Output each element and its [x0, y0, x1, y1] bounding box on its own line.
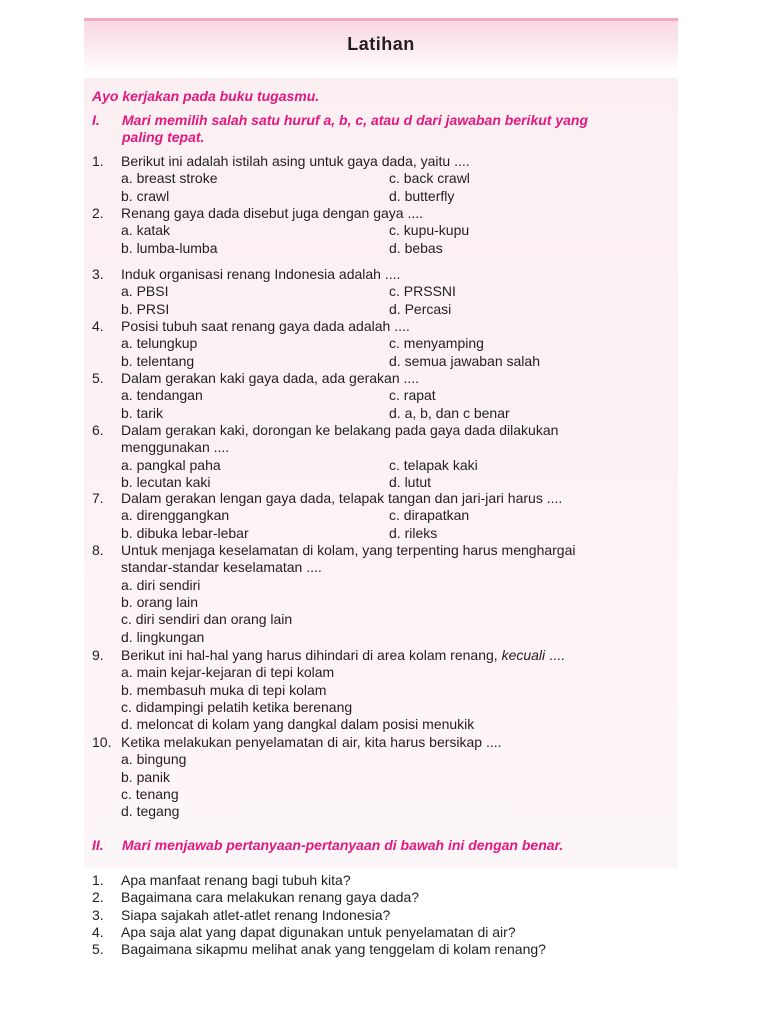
question-text: Dalam gerakan lengan gaya dada, telapak tangan dan jari-jari harus .... [121, 490, 563, 506]
question-text: Ketika melakukan penyelamatan di air, kita harus bersikap .... [121, 734, 502, 750]
banner-top-line [84, 18, 678, 21]
essay-question: Siapa sajakah atlet-atlet renang Indonesia? [121, 906, 391, 923]
option-c: c. kupu-kupu [389, 222, 470, 239]
question-text: Induk organisasi renang Indonesia adalah .... [121, 266, 401, 282]
option-c: c. tenang [121, 785, 179, 802]
essay-question: Apa saja alat yang dapat digunakan untuk penyelamatan di air? [121, 923, 516, 940]
option-d: d. Percasi [389, 300, 452, 317]
question-number: 6. [92, 422, 104, 438]
essay-number: 3. [92, 906, 104, 923]
question-text: Untuk menjaga keselamatan di kolam, yang terpenting harus menghargai [121, 542, 576, 558]
question-number: 2. [92, 205, 104, 221]
option-a: a. breast stroke [121, 170, 218, 187]
option-c: c. menyamping [389, 335, 484, 352]
option-d: d. lingkungan [121, 628, 205, 645]
option-b: b. crawl [121, 187, 170, 204]
option-d: d. a, b, dan c benar [389, 404, 510, 421]
option-a: a. tendangan [121, 387, 203, 404]
section-2-text: Mari menjawab pertanyaan-pertanyaan di bawah ini dengan benar. [122, 837, 564, 853]
option-b: b. PRSI [121, 300, 170, 317]
question-text: Posisi tubuh saat renang gaya dada adalah .... [121, 318, 410, 334]
section-1-line-1: Mari memilih salah satu huruf a, b, c, atau d dari jawaban berikut yang [122, 112, 589, 128]
option-c: c. back crawl [389, 170, 470, 187]
worksheet-page [84, 18, 678, 1018]
option-a: a. katak [121, 222, 171, 239]
option-a: a. bingung [121, 751, 187, 768]
option-c: c. dirapatkan [389, 507, 470, 524]
option-b: b. lumba-lumba [121, 239, 218, 256]
question-number: 4. [92, 318, 104, 334]
section-1-numeral: I. [92, 112, 100, 128]
section-1-line-2: paling tepat. [122, 129, 205, 145]
option-a: a. telungkup [121, 335, 198, 352]
italic-keyword: kecuali [501, 647, 546, 663]
option-c: c. diri sendiri dan orang lain [121, 611, 293, 628]
question-number: 3. [92, 266, 104, 282]
question-number: 8. [92, 542, 104, 558]
option-a: a. direnggangkan [121, 507, 230, 524]
essay-question: Apa manfaat renang bagi tubuh kita? [121, 872, 351, 888]
option-b: b. panik [121, 768, 171, 785]
essay-number: 1. [92, 872, 104, 888]
option-d: d. lutut [389, 473, 432, 490]
essay-number: 2. [92, 889, 104, 906]
question-number: 10. [92, 734, 112, 750]
option-d: d. meloncat di kolam yang dangkal dalam posisi menukik [121, 716, 475, 733]
option-d: d. rileks [389, 524, 438, 541]
question-text-cont: standar-standar keselamatan .... [121, 559, 322, 576]
option-c: c. didampingi pelatih ketika berenang [121, 698, 353, 715]
option-a: a. pangkal paha [121, 456, 221, 473]
option-b: b. tarik [121, 404, 164, 421]
question-text: Dalam gerakan kaki, dorongan ke belakang pada gaya dada dilakukan [121, 422, 559, 438]
option-d: d. bebas [389, 239, 443, 256]
option-d: d. tegang [121, 803, 180, 820]
title-banner [84, 18, 678, 74]
option-c: c. PRSSNI [389, 283, 456, 300]
option-b: b. dibuka lebar-lebar [121, 524, 249, 541]
question-number: 1. [92, 153, 104, 169]
question-number: 7. [92, 490, 104, 506]
option-c: c. rapat [389, 387, 436, 404]
instruction-text: Ayo kerjakan pada buku tugasmu. [92, 88, 320, 104]
question-number: 5. [92, 370, 104, 386]
option-b: b. membasuh muka di tepi kolam [121, 681, 327, 698]
option-c: c. telapak kaki [389, 456, 478, 473]
section-2-numeral: II. [92, 837, 104, 853]
question-number: 9. [92, 647, 104, 663]
option-a: a. main kejar-kejaran di tepi kolam [121, 664, 335, 681]
option-d: d. butterfly [389, 187, 455, 204]
option-d: d. semua jawaban salah [389, 352, 540, 369]
page-title: Latihan [347, 34, 415, 54]
question-text: Dalam gerakan kaki gaya dada, ada gerakan .... [121, 370, 420, 386]
question-text: Berikut ini hal-hal yang harus dihindari di area kolam renang, kecuali .... [121, 647, 565, 663]
option-b: b. lecutan kaki [121, 473, 211, 490]
essay-number: 4. [92, 923, 104, 940]
question-text: Renang gaya dada disebut juga dengan gaya .... [121, 205, 424, 221]
option-b: b. orang lain [121, 593, 199, 610]
question-text-cont: menggunakan .... [121, 439, 230, 456]
option-a: a. diri sendiri [121, 576, 201, 593]
question-text: Berikut ini adalah istilah asing untuk gaya dada, yaitu .... [121, 153, 470, 169]
option-a: a. PBSI [121, 283, 169, 300]
essay-number: 5. [92, 941, 104, 958]
essay-question: Bagaimana cara melakukan renang gaya dada? [121, 889, 420, 906]
essay-question: Bagaimana sikapmu melihat anak yang tenggelam di kolam renang? [121, 941, 546, 958]
option-b: b. telentang [121, 352, 195, 369]
